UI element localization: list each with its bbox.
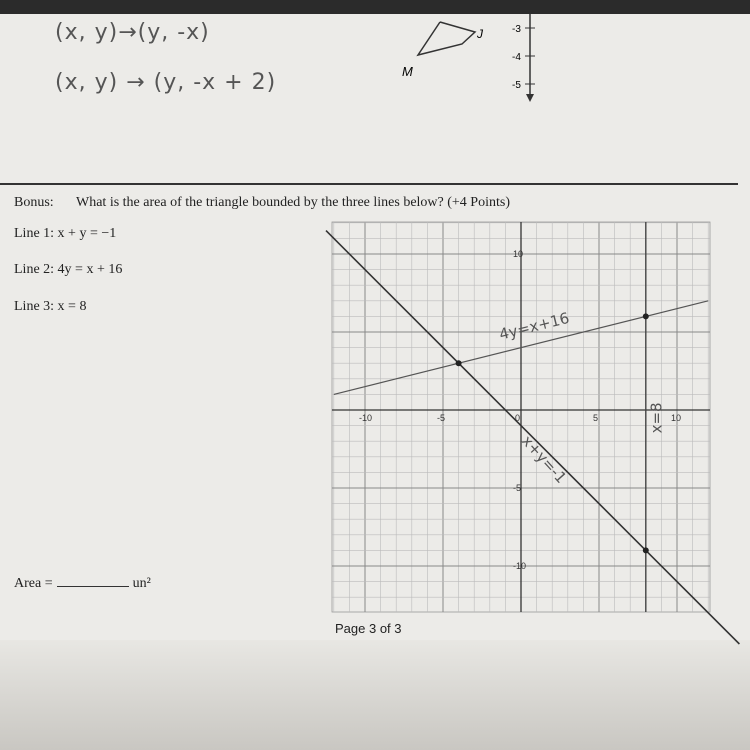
x-tick-label: 5 [593, 413, 599, 423]
line-2-equation: Line 2: 4y = x + 16 [14, 262, 123, 277]
top-y-axis-arrow [526, 94, 534, 102]
line-1-equation: Line 1: x + y = −1 [14, 226, 117, 241]
x-tick-label: -5 [437, 413, 446, 423]
top-axis-tick-label: -5 [512, 80, 521, 91]
annotation-line-1: x+y=-1 [518, 431, 571, 487]
area-label: Area = [14, 576, 53, 591]
top-axis-tick-label: -3 [512, 24, 521, 35]
area-unit: un² [132, 576, 151, 591]
x-tick-label: 10 [671, 413, 682, 423]
intersection-point [643, 547, 649, 553]
handwritten-rule-1: (x, y)→(y, -x) [55, 20, 210, 45]
y-tick-label: -5 [513, 483, 522, 493]
handwritten-rule-2: (x, y) → (y, -x + 2) [55, 70, 277, 95]
y-tick-label: -10 [513, 561, 527, 571]
y-tick-label: 10 [513, 249, 524, 259]
top-axis-tick-label: -4 [512, 52, 521, 63]
intersection-point [456, 360, 462, 366]
annotation-line-2: 4y=x+16 [497, 308, 572, 344]
vertex-m-label: M [402, 64, 413, 79]
x-tick-label: 0 [515, 413, 521, 423]
line-3-equation: Line 3: x = 8 [14, 299, 87, 314]
annotation-line-3: x=8 [647, 402, 666, 434]
intersection-point [643, 313, 649, 319]
bonus-question: What is the area of the triangle bounded by the three lines below? (+4 Points) [76, 195, 510, 210]
vertex-j-label: J [477, 27, 483, 41]
triangle-jm-edge [418, 22, 475, 55]
bonus-label: Bonus: [14, 195, 54, 210]
handwritten-annotations [497, 309, 665, 487]
x-tick-label: -10 [359, 413, 373, 423]
page-number: Page 3 of 3 [335, 621, 402, 636]
